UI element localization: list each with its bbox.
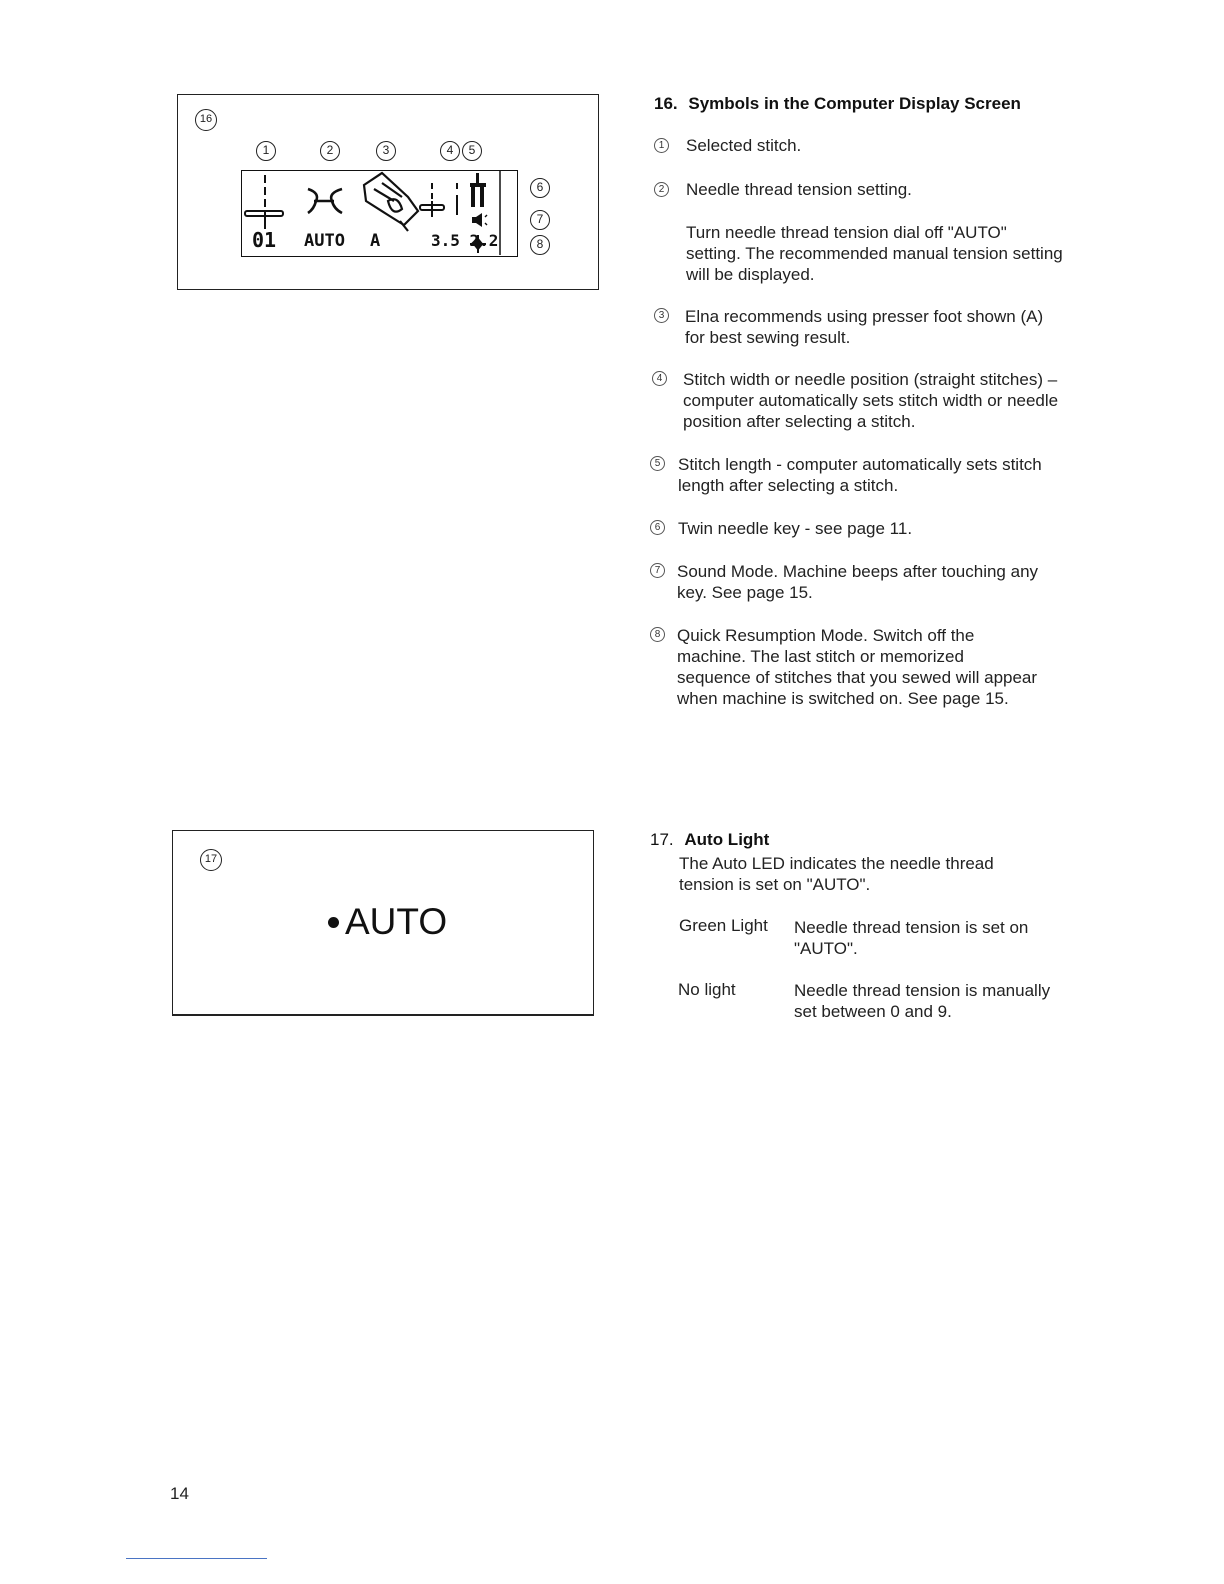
- twin-needle-icon: [470, 173, 486, 207]
- callout-5: 5: [462, 141, 482, 161]
- auto-light-term-none: No light: [678, 980, 736, 999]
- item-number-1: 1: [654, 138, 669, 153]
- item-2-note: Turn needle thread tension dial off "AUTO" setting. The recommended manual tension setting will be displayed.: [686, 223, 1063, 284]
- item-number-3: 3: [654, 308, 669, 323]
- callout-4: 4: [440, 141, 460, 161]
- straight-stitch-icon: [245, 175, 283, 229]
- item-number-5: 5: [650, 456, 665, 471]
- lcd-stitch-number: 01: [252, 228, 277, 252]
- section-17-number: 17.: [650, 830, 674, 849]
- footer-rule: [126, 1558, 267, 1559]
- page-number: 14: [170, 1484, 189, 1503]
- figure-16-display-diagram: [177, 94, 599, 290]
- item-8-text: Quick Resumption Mode. Switch off the machine. The last stitch or memorized sequence of stitches that you sewed will appear when machine is switched on. See page 15.: [677, 626, 1038, 708]
- item-1-text: Selected stitch.: [686, 136, 802, 155]
- auto-light-term-green: Green Light: [679, 916, 768, 935]
- auto-light-desc-none: Needle thread tension is manually set between 0 and 9.: [794, 981, 1051, 1021]
- presser-foot-icon: [364, 173, 418, 231]
- figure-label: 17: [200, 849, 222, 871]
- auto-led-label: AUTO: [345, 901, 448, 942]
- section-17-intro: The Auto LED indicates the needle thread tension is set on "AUTO".: [679, 854, 994, 894]
- item-number-7: 7: [650, 563, 665, 578]
- item-2-text: Needle thread tension setting.: [686, 180, 912, 199]
- item-number-4: 4: [652, 371, 667, 386]
- callout-1: 1: [256, 141, 276, 161]
- lcd-tension-value: AUTO: [304, 231, 345, 251]
- callout-3: 3: [376, 141, 396, 161]
- auto-led-dot: [328, 917, 339, 928]
- figure-label: 16: [195, 109, 217, 131]
- lcd-foot-value: A: [370, 231, 381, 251]
- item-4-text: Stitch width or needle position (straight stitches) – computer automatically sets stitch width or needle position after selecting a stitch.: [683, 370, 1059, 431]
- section-16-title: Symbols in the Computer Display Screen: [688, 94, 1021, 113]
- item-7-text: Sound Mode. Machine beeps after touching any key. See page 15.: [677, 562, 1039, 602]
- section-16-number: 16.: [654, 94, 678, 113]
- item-3-text: Elna recommends using presser foot shown (A) for best sewing result.: [685, 307, 1044, 347]
- figure-17-auto-light-diagram: [172, 830, 594, 1016]
- callout-7: 7: [530, 210, 550, 230]
- stitch-width-icon: [420, 183, 444, 217]
- lcd-screen: [241, 170, 518, 257]
- item-number-2: 2: [654, 182, 669, 197]
- section-17-heading: [650, 830, 769, 850]
- callout-6: 6: [530, 178, 550, 198]
- callout-2: 2: [320, 141, 340, 161]
- item-5-text: Stitch length - computer automatically sets stitch length after selecting a stitch.: [678, 455, 1042, 495]
- callout-8: 8: [530, 235, 550, 255]
- section-16-heading: [654, 94, 1021, 114]
- section-17-title: Auto Light: [684, 830, 770, 849]
- tension-icon: [308, 189, 342, 213]
- item-number-8: 8: [650, 627, 665, 642]
- item-6-text: Twin needle key - see page 11.: [678, 519, 913, 538]
- item-number-6: 6: [650, 520, 665, 535]
- auto-light-desc-green: Needle thread tension is set on "AUTO".: [794, 918, 1029, 958]
- sound-icon: [472, 213, 487, 227]
- lcd-width-length-value: 3.5 2.2: [431, 231, 499, 250]
